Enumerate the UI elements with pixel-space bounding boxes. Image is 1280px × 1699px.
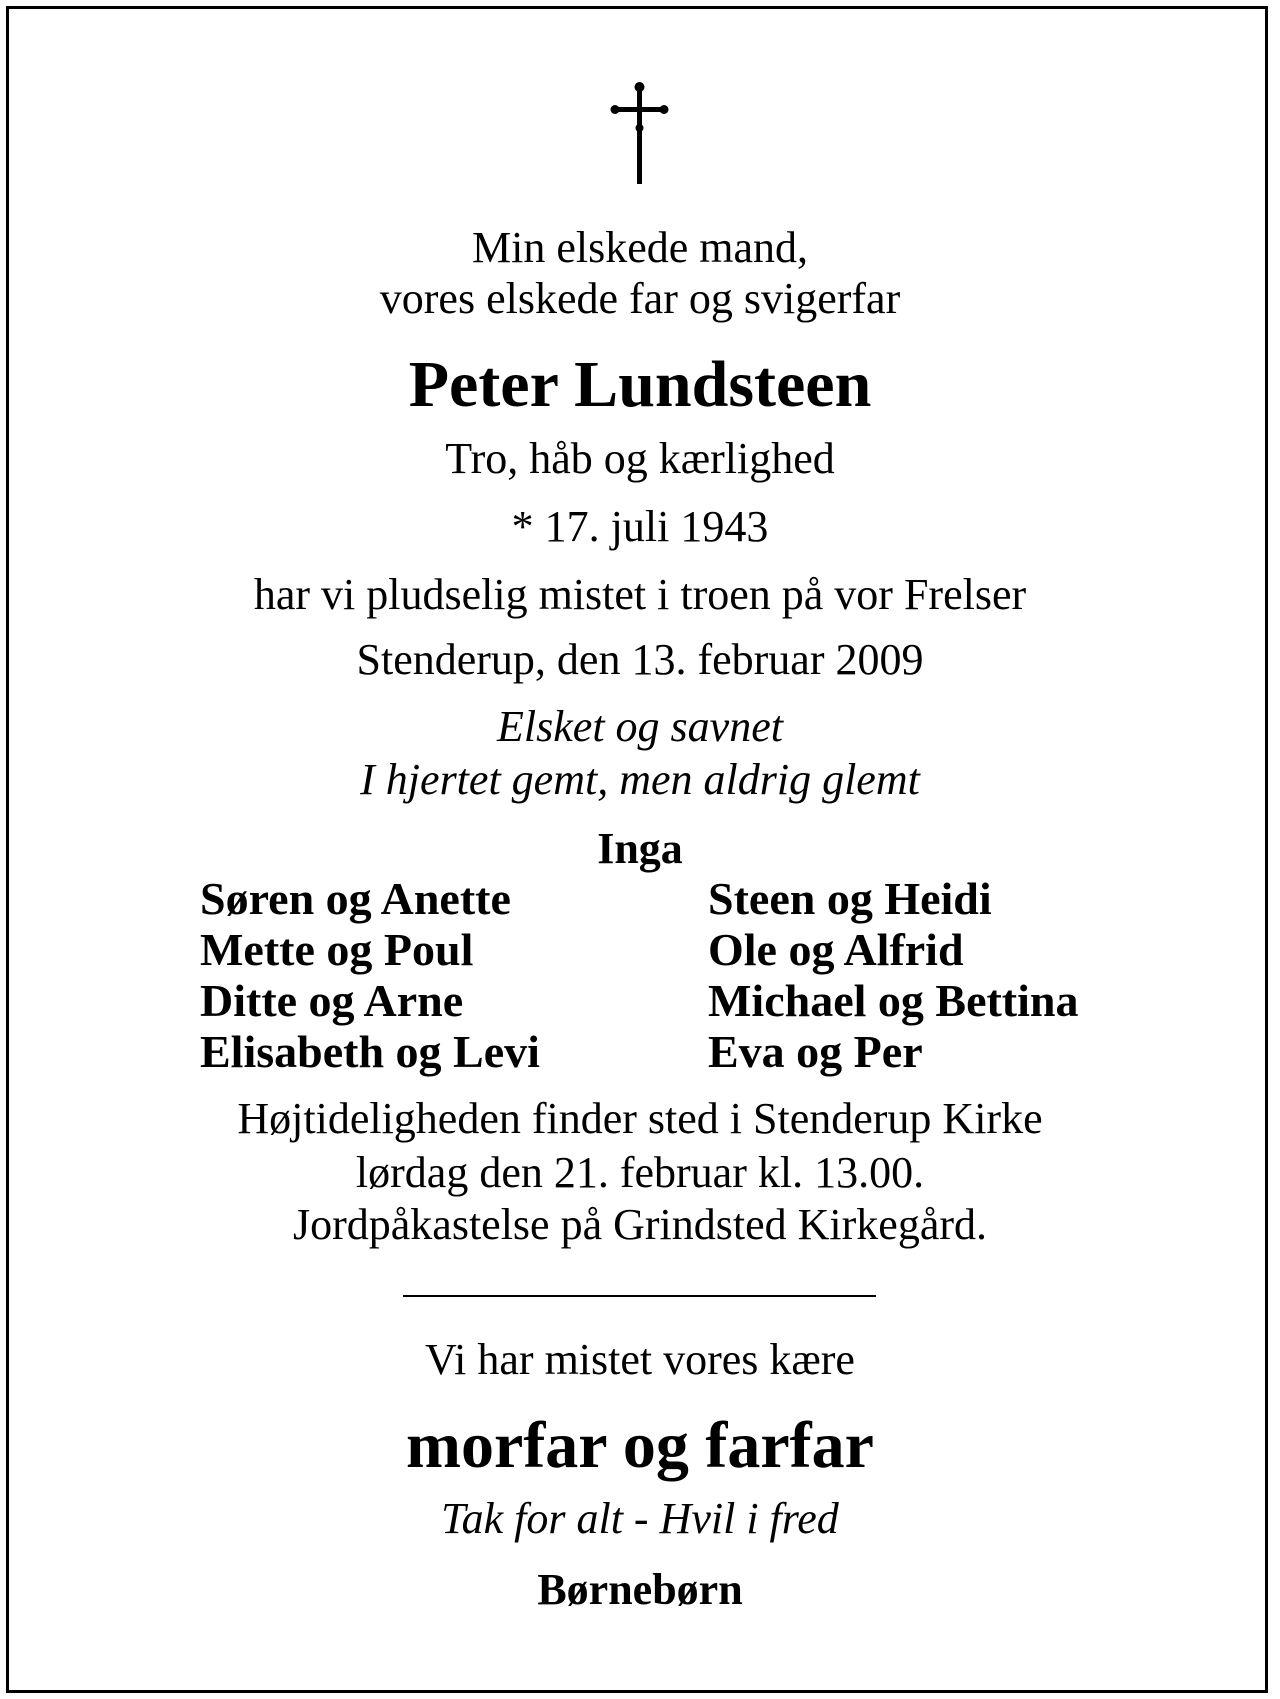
verse-line-2: I hjertet gemt, men aldrig glemt xyxy=(360,755,920,804)
second-intro: Vi har mistet vores kære xyxy=(425,1335,855,1384)
family-right-2: Ole og Alfrid xyxy=(708,924,964,975)
family-left-1: Søren og Anette xyxy=(200,873,511,924)
second-title: morfar og farfar xyxy=(406,1409,874,1482)
verse-line-1: Elsket og savnet xyxy=(497,702,783,751)
family-right-4: Eva og Per xyxy=(708,1026,923,1077)
family-right-3: Michael og Bettina xyxy=(708,975,1079,1026)
family-right-1: Steen og Heidi xyxy=(708,873,992,924)
place-and-date: Stenderup, den 13. februar 2009 xyxy=(356,635,924,684)
family-left-2: Mette og Poul xyxy=(200,924,474,975)
farewell-line: Tak for alt - Hvil i fred xyxy=(441,1494,839,1543)
ceremony-line-2: lørdag den 21. februar kl. 13.00. xyxy=(355,1148,925,1197)
family-left-4: Elisabeth og Levi xyxy=(200,1026,540,1077)
ceremony-line-3: Jordpåkastelse på Grindsted Kirkegård. xyxy=(292,1200,987,1249)
cross-icon xyxy=(610,80,670,186)
birth-date: * 17. juli 1943 xyxy=(511,502,769,551)
motto: Tro, håb og kærlighed xyxy=(445,434,835,483)
family-left-3: Ditte og Arne xyxy=(200,975,464,1026)
deceased-name: Peter Lundsteen xyxy=(408,348,872,421)
intro-line-2: vores elskede far og svigerfar xyxy=(379,274,901,323)
ceremony-line-1: Højtideligheden finder sted i Stenderup Kirke xyxy=(237,1094,1043,1143)
lost-line: har vi pludselig mistet i troen på vor Frelser xyxy=(253,570,1027,619)
section-divider xyxy=(403,1295,876,1297)
spouse-name: Inga xyxy=(597,824,683,873)
intro-line-1: Min elskede mand, xyxy=(471,223,809,272)
signature: Børnebørn xyxy=(537,1565,743,1614)
